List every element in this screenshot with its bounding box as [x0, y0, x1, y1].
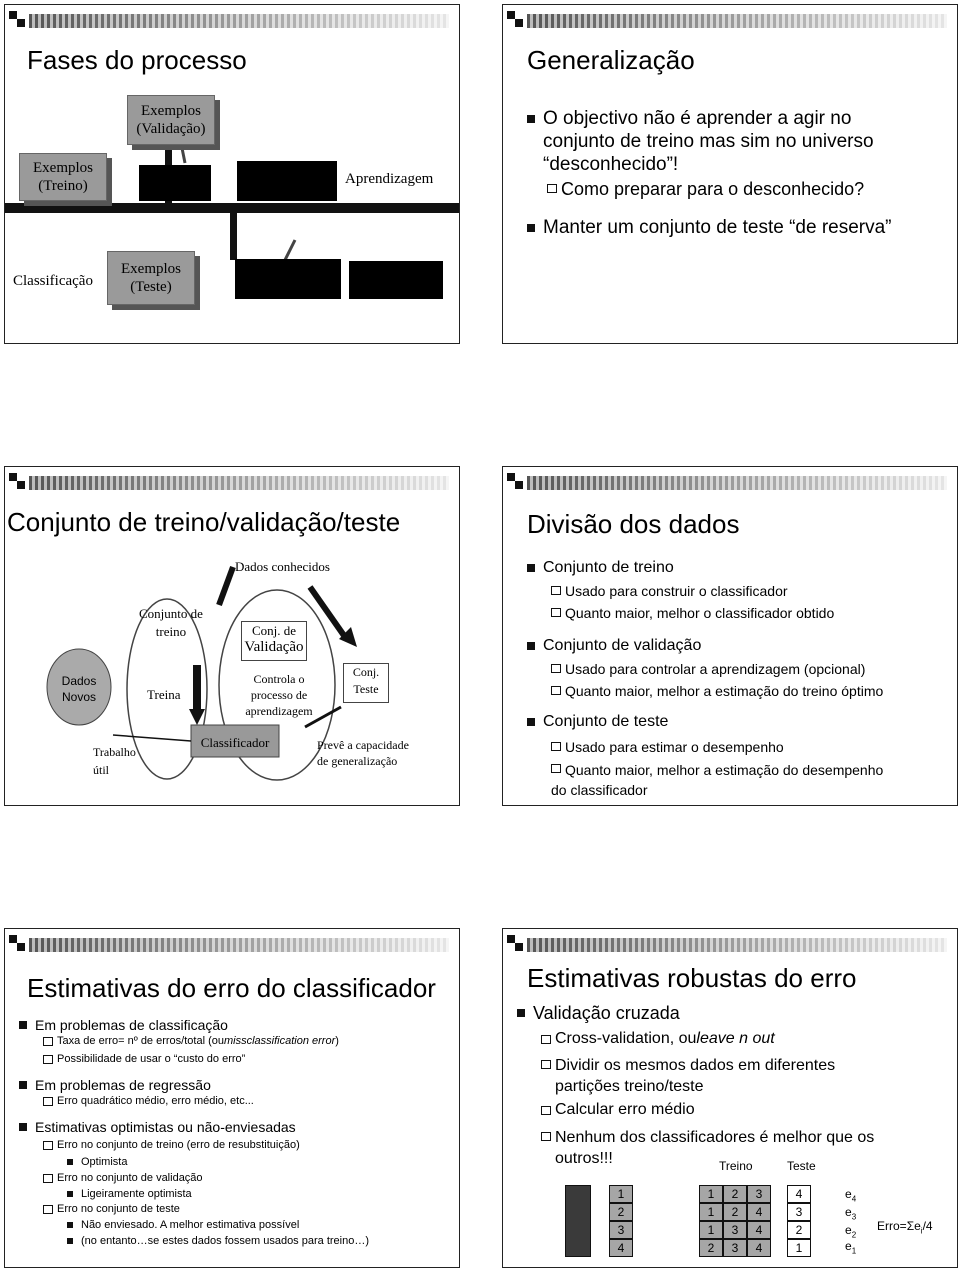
label-line: Conj. [352, 665, 380, 679]
treino-cell: 1 [699, 1185, 723, 1203]
hollow-square-icon [43, 1141, 53, 1150]
treino-cell: 4 [747, 1221, 771, 1239]
treino-cell: 2 [723, 1185, 747, 1203]
sub-bullet [43, 1172, 203, 1184]
error-label [845, 1187, 856, 1203]
exemplos-treino-box [19, 153, 107, 201]
sub-bullet [43, 1035, 339, 1047]
sub-bullet [551, 760, 883, 800]
slide-title: Estimativas robustas do erro [527, 963, 857, 993]
sub-bullet-text: Dividir os mesmos dados em diferentes [555, 1057, 836, 1074]
bullet-conjunto-teste [527, 713, 668, 731]
label-line: processo de [250, 688, 308, 702]
sub-bullet-text: Erro quadrático médio, erro médio, etc... [57, 1095, 254, 1107]
classificacao-label: Classificação [13, 273, 93, 289]
sub-bullet-text: Taxa de erro= nº de erros/total (ou [57, 1035, 224, 1047]
square-bullet-icon [517, 1009, 525, 1017]
error-label [845, 1239, 856, 1255]
treino-header: Treino [719, 1159, 753, 1173]
trabalho-util-label [93, 743, 136, 779]
label-line: de generalização [317, 754, 398, 768]
error-label [845, 1205, 856, 1221]
slide-fases-do-processo [4, 4, 460, 344]
error-letter: e [845, 1187, 852, 1201]
output-block [349, 261, 443, 299]
bullet-text: Manter um conjunto de teste “de reserva” [543, 217, 892, 238]
classificador-label: Classificador [200, 735, 270, 750]
classifier-block [235, 259, 341, 299]
hollow-square-icon [551, 686, 561, 695]
sub-bullet [43, 1095, 254, 1107]
square-bullet-icon [19, 1021, 27, 1029]
slide-generalizacao [502, 4, 958, 344]
bullet [19, 1017, 228, 1033]
label-line: Controla o [253, 672, 305, 686]
bullet-line: “desconhecido”! [543, 154, 679, 175]
sub-sub-bullet-text: Ligeiramente optimista [81, 1188, 192, 1200]
sub-bullet-text: Quanto maior, melhor o classificador obtido [565, 605, 835, 621]
controla-label [241, 671, 317, 719]
bullet-text: Conjunto de treino [543, 559, 674, 576]
slide-conjunto-treino-validacao-teste [4, 466, 460, 806]
bullet-line: conjunto de treino mas sim no universo [543, 131, 874, 152]
square-bullet-icon [527, 115, 535, 123]
full-dataset-block [565, 1185, 591, 1257]
preve-label [317, 737, 409, 769]
bullet-conjunto-validacao [527, 637, 701, 655]
label-line: (Treino) [38, 178, 88, 194]
hollow-square-icon [551, 664, 561, 673]
sub-sub-bullet [67, 1156, 127, 1168]
bullet [19, 1077, 211, 1093]
label-line: Exemplos [121, 261, 181, 277]
sub-bullet [541, 1030, 775, 1048]
conjunto-treino-label [139, 605, 203, 641]
formula-text: e [914, 1219, 921, 1233]
sub-bullet [551, 605, 834, 621]
label-line: Validação [244, 639, 304, 655]
formula-text: Erro= [877, 1219, 907, 1233]
error-letter: e [845, 1223, 852, 1237]
partition-cell: 2 [609, 1203, 633, 1221]
label-line: Conjunto de [139, 606, 203, 621]
error-letter: e [845, 1239, 852, 1253]
partition-cell: 1 [609, 1185, 633, 1203]
sub-bullet [541, 1127, 874, 1169]
teste-cell: 4 [787, 1185, 811, 1203]
sub-bullet-text-italic: missclassification error [223, 1035, 336, 1047]
teste-cell: 2 [787, 1221, 811, 1239]
sub-bullet-text: outros!!! [555, 1150, 613, 1167]
error-label [845, 1223, 856, 1239]
average-error-formula [877, 1219, 933, 1235]
treino-cell: 2 [699, 1239, 723, 1257]
label-line: Dados [61, 674, 97, 688]
square-bullet-icon [19, 1123, 27, 1131]
slide-divisao-dos-dados [502, 466, 958, 806]
dados-novos-label [55, 673, 103, 705]
square-bullet-icon [527, 564, 535, 572]
treino-cell: 3 [723, 1239, 747, 1257]
bullet [19, 1119, 296, 1135]
slide-header-decoration [507, 473, 953, 493]
teste-cell: 1 [787, 1239, 811, 1257]
bullet-text: Estimativas optimistas ou não-enviesadas [35, 1119, 296, 1135]
sub-bullet-text: Erro no conjunto de validação [57, 1172, 203, 1184]
sub-bullet-text: Erro no conjunto de teste [57, 1203, 180, 1215]
hollow-square-icon [551, 586, 561, 595]
teste-cell: 3 [787, 1203, 811, 1221]
formula-text: /4 [922, 1219, 933, 1233]
sub-bullet [43, 1053, 245, 1065]
hollow-square-icon [43, 1097, 53, 1106]
sub-bullet-text: Quanto maior, melhor a estimação do treino óptimo [565, 683, 884, 699]
error-subscript: 3 [851, 1212, 857, 1222]
sub-bullet [541, 1101, 695, 1119]
slide-title: Generalização [527, 45, 695, 75]
learning-block-main [237, 161, 337, 201]
label-line: útil [93, 763, 110, 777]
small-square-icon [67, 1222, 73, 1228]
sub-bullet [43, 1139, 300, 1151]
slide-header-decoration [507, 11, 953, 31]
formula-subscript: i [920, 1226, 923, 1236]
small-square-icon [67, 1159, 73, 1165]
hollow-square-icon [551, 764, 561, 773]
bullet-objectivo [527, 107, 874, 176]
sub-bullet-text: Usado para controlar a aprendizagem (opcional) [565, 661, 866, 677]
hollow-square-icon [541, 1132, 551, 1141]
treino-cell: 2 [723, 1203, 747, 1221]
slide-title: Fases do processo [27, 45, 247, 75]
treino-cell: 3 [723, 1221, 747, 1239]
sub-bullet-text: Erro no conjunto de treino (erro de resubstituição) [57, 1139, 300, 1151]
sub-sub-bullet-text: Não enviesado. A melhor estimativa possível [81, 1219, 300, 1231]
square-bullet-icon [19, 1081, 27, 1089]
slide-estimativas-do-erro [4, 928, 460, 1268]
label-line: Trabalho [93, 745, 136, 759]
slide-title: Estimativas do erro do classificador [27, 973, 436, 1003]
sub-bullet-text: Nenhum dos classificadores é melhor que os [555, 1129, 875, 1146]
sub-sub-bullet [67, 1235, 369, 1247]
square-bullet-icon [527, 224, 535, 232]
sub-bullet-text: Quanto maior, melhor a estimação do desempenho [565, 762, 884, 778]
label-line: Exemplos [33, 160, 93, 176]
label-line: Exemplos [141, 103, 201, 119]
sub-bullet-text: ) [335, 1035, 339, 1047]
sub-bullet-text-italic: leave n out [696, 1030, 775, 1047]
label-line: (Validação) [136, 121, 206, 137]
slide-estimativas-robustas [502, 928, 958, 1268]
sigma-symbol: Σ [906, 1219, 915, 1233]
hollow-square-icon [43, 1205, 53, 1214]
partition-cell: 4 [609, 1239, 633, 1257]
bullet-text: Conjunto de validação [543, 637, 702, 654]
treino-cell: 4 [747, 1239, 771, 1257]
sub-bullet [551, 661, 865, 677]
sub-bullet [551, 739, 784, 755]
sub-bullet-text: partições treino/teste [555, 1078, 704, 1095]
sub-sub-bullet-text: (no entanto…se estes dados fossem usados para treino…) [81, 1235, 369, 1247]
bullet-manter [527, 217, 892, 239]
treino-cell: 1 [699, 1203, 723, 1221]
slide-title: Divisão dos dados [527, 509, 740, 539]
treino-cell: 3 [747, 1185, 771, 1203]
bullet-text: Em problemas de classificação [35, 1017, 228, 1033]
error-subscript: 2 [851, 1230, 857, 1240]
sub-bullet-text: Usado para estimar o desempenho [565, 739, 784, 755]
label-line: Conj. de [251, 623, 297, 638]
hollow-square-icon [551, 742, 561, 751]
bullet-text: Validação cruzada [533, 1003, 680, 1023]
sub-sub-bullet [67, 1188, 192, 1200]
label-line: Novos [61, 690, 96, 704]
hollow-square-icon [43, 1174, 53, 1183]
sub-bullet-text: Calcular erro médio [555, 1101, 695, 1118]
aprendizagem-label: Aprendizagem [345, 171, 434, 187]
label-line: treino [155, 624, 187, 639]
sub-bullet-como-preparar [547, 179, 864, 200]
treino-cell: 4 [747, 1203, 771, 1221]
conj-validacao-box [241, 621, 307, 661]
bullet-conjunto-treino [527, 559, 674, 577]
sub-bullet [541, 1055, 835, 1097]
hollow-square-icon [541, 1035, 551, 1044]
exemplos-teste-box [107, 251, 195, 305]
hollow-square-icon [43, 1055, 53, 1064]
bullet-validacao-cruzada [517, 1003, 680, 1024]
sub-bullet-text: Usado para construir o classificador [565, 583, 788, 599]
bullet-line: O objectivo não é aprender a agir no [543, 108, 852, 129]
slide-header-decoration [9, 935, 455, 955]
hollow-square-icon [43, 1037, 53, 1046]
sub-bullet [551, 683, 883, 699]
sub-sub-bullet-text: Optimista [81, 1156, 128, 1168]
partition-cell: 3 [609, 1221, 633, 1239]
sub-bullet [43, 1203, 180, 1215]
label-line: aprendizagem [245, 704, 313, 718]
hollow-square-icon [551, 608, 561, 617]
slide-header-decoration [507, 935, 953, 955]
bullet-text: Conjunto de teste [543, 713, 669, 730]
learning-block [139, 165, 211, 201]
exemplos-validacao-box [127, 95, 215, 145]
small-square-icon [67, 1191, 73, 1197]
sub-bullet [551, 583, 788, 599]
sub-sub-bullet [67, 1219, 299, 1231]
teste-header: Teste [787, 1159, 816, 1173]
treino-cell: 1 [699, 1221, 723, 1239]
error-letter: e [845, 1205, 852, 1219]
treina-label: Treina [147, 687, 181, 702]
sub-bullet-text: Cross-validation, ou [555, 1030, 697, 1047]
slide-title: Conjunto de treino/validação/teste [7, 507, 401, 537]
sub-bullet-text: do classificador [551, 782, 648, 798]
sub-bullet-text: Possibilidade de usar o “custo do erro” [57, 1053, 246, 1065]
bullet-text: Em problemas de regressão [35, 1077, 211, 1093]
dados-conhecidos-label: Dados conhecidos [235, 559, 330, 574]
hollow-square-icon [541, 1106, 551, 1115]
square-bullet-icon [527, 718, 535, 726]
label-line: (Teste) [130, 279, 172, 295]
hollow-square-icon [541, 1060, 551, 1069]
sub-bullet-text: Como preparar para o desconhecido? [561, 179, 865, 199]
hollow-square-icon [547, 184, 557, 193]
conj-teste-box [343, 663, 389, 703]
small-square-icon [67, 1238, 73, 1244]
error-subscript: 1 [851, 1246, 857, 1256]
square-bullet-icon [527, 642, 535, 650]
label-line: Teste [353, 682, 379, 696]
label-line: Prevê a capacidade [317, 738, 409, 752]
error-subscript: 4 [851, 1194, 857, 1204]
